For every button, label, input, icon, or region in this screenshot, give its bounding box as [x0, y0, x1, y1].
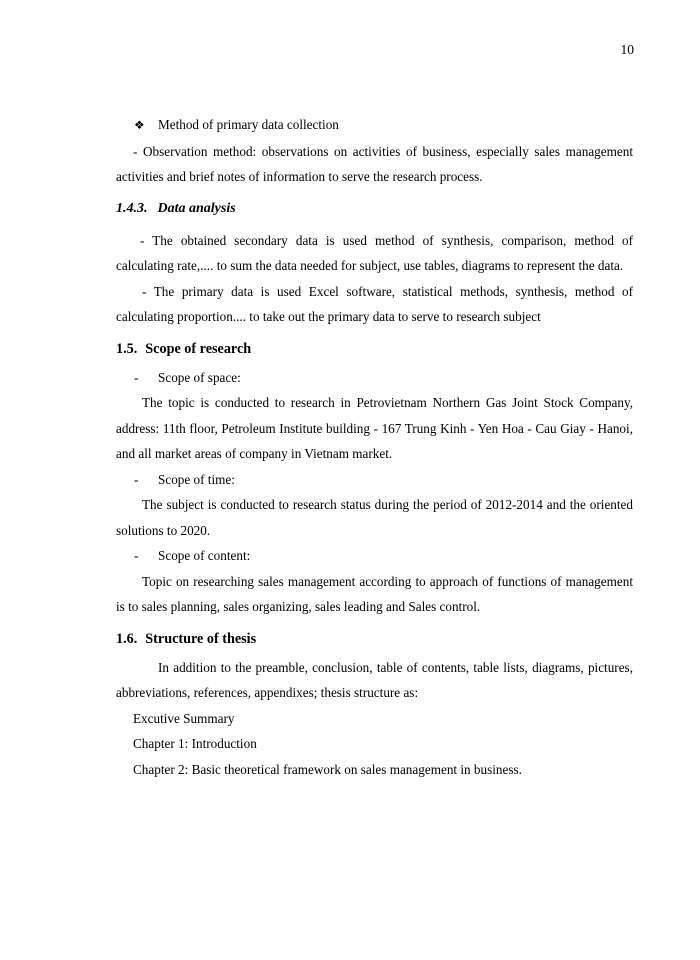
primary-method-heading: [116, 112, 633, 139]
list-item: Chapter 2: Basic theoretical framework on sales management in business.: [133, 761, 522, 777]
section-title: Scope of research: [145, 340, 252, 357]
scope-content-item: [116, 543, 633, 569]
scope-time-paragraph: The subject is conducted to research status during the period of 2012-2014 and the oriented solutions to 2020.: [116, 497, 633, 538]
dash-bullet: -: [134, 471, 139, 487]
scope-space-paragraph: The topic is conducted to research in Petrovietnam Northern Gas Joint Stock Company, address: 11th floor, Petroleum Institute building - 167 Trung Kinh - Yen Hoa - Cau Giay - Hanoi, and all market areas of company in Vietnam market.: [116, 395, 633, 461]
scope-content-label: Scope of content:: [158, 548, 251, 563]
section-heading-structure: [116, 625, 633, 653]
secondary-data-paragraph: - The obtained secondary data is used method of synthesis, comparison, method of calculating rate,.... to sum the data needed for subject, use tables, diagrams to represent the data.: [116, 232, 633, 273]
diamond-bullet-icon: ❖: [134, 118, 145, 132]
scope-content-paragraph: Topic on researching sales management according to approach of functions of management is to sales planning, sales organizing, sales leading and Sales control.: [116, 573, 633, 614]
scope-space-label: Scope of space:: [158, 369, 241, 385]
list-item: Chapter 1: Introduction: [133, 736, 257, 751]
scope-time-label: Scope of time:: [158, 471, 235, 487]
dash-bullet: -: [134, 369, 139, 385]
section-title: Structure of thesis: [145, 630, 257, 647]
observation-paragraph: - Observation method: observations on activities of business, especially sales management activities and brief notes of information to serve the research process.: [116, 143, 633, 184]
primary-data-paragraph: - The primary data is used Excel software, statistical methods, synthesis, method of calculating proportion.... to take out the primary data to serve to research subject: [116, 283, 633, 324]
section-number: 1.5.: [116, 340, 138, 357]
section-number: 1.4.3.: [116, 200, 148, 216]
section-number: 1.6.: [116, 630, 138, 647]
page-number: 10: [620, 42, 634, 57]
structure-intro-paragraph: In addition to the preamble, conclusion, table of contents, table lists, diagrams, pictures, abbreviations, references, appendixes; thesis structure as:: [116, 659, 633, 700]
section-heading-scope: [116, 335, 633, 363]
page-body: [116, 112, 633, 782]
dash-bullet: -: [134, 548, 139, 563]
scope-space-item: [116, 365, 633, 391]
scope-time-item: [116, 467, 633, 493]
section-heading-data-analysis: [116, 195, 633, 223]
section-title: Data analysis: [157, 200, 236, 216]
list-item: Excutive Summary: [133, 710, 235, 726]
primary-method-label: Method of primary data collection: [158, 117, 339, 132]
